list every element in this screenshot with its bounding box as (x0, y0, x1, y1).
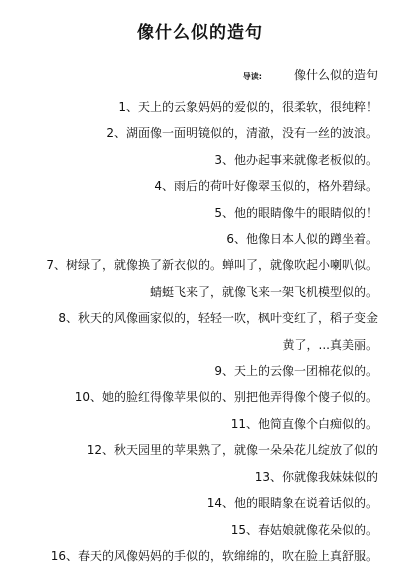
sentence-line: 9、天上的云像一团棉花似的。 (214, 364, 378, 379)
sentence-line: 1、天上的云象妈妈的爱似的，很柔软，很纯粹！ (118, 100, 378, 114)
sentence-line: 13、你就像我妹妹似的 (254, 469, 378, 484)
sentence-line: 3、他办起事来就像老板似的。 (214, 152, 378, 167)
sentence-line: 黄了，...真美丽。 (282, 337, 378, 352)
sentence-line: 7、树绿了，就像换了新衣似的。蝉叫了，就像吹起小喇叭似。 (46, 258, 378, 273)
sentence-line: 4、雨后的荷叶好像翠玉似的，格外碧绿。 (154, 179, 378, 194)
sentence-line: 蜻蜓飞来了，就像飞来一架飞机模型似的。 (149, 284, 378, 299)
sentence-line: 5、他的眼睛像牛的眼睛似的！ (214, 205, 378, 220)
sentence-list (18, 94, 378, 569)
sentence-line: 11、他简直像个白痴似的。 (230, 416, 378, 431)
sentence-line: 2、湖面像一面明镜似的，清澈，没有一丝的波浪。 (106, 126, 378, 141)
sentence-line: 15、春姑娘就像花朵似的。 (230, 522, 378, 537)
intro-row (243, 66, 378, 83)
sentence-line: 16、春天的风像妈妈的手似的，软绵绵的，吹在脸上真舒服。 (50, 548, 378, 563)
sentence-line: 8、秋天的风像画家似的，轻轻一吹，枫叶变红了，稻子变金 (58, 311, 378, 326)
intro-text: 像什么似的造句 (293, 68, 378, 82)
sentence-line: 14、他的眼睛象在说着话似的。 (206, 496, 378, 511)
sentence-line: 6、他像日本人似的蹲坐着。 (226, 232, 378, 247)
document-title: 像什么似的造句 (137, 23, 263, 43)
sentence-line: 10、她的脸红得像苹果似的、别把他弄得像个傻子似的。 (74, 390, 378, 405)
intro-label: 导读: (242, 72, 262, 81)
sentence-line: 12、秋天园里的苹果熟了，就像一朵朵花儿绽放了似的 (86, 443, 378, 458)
